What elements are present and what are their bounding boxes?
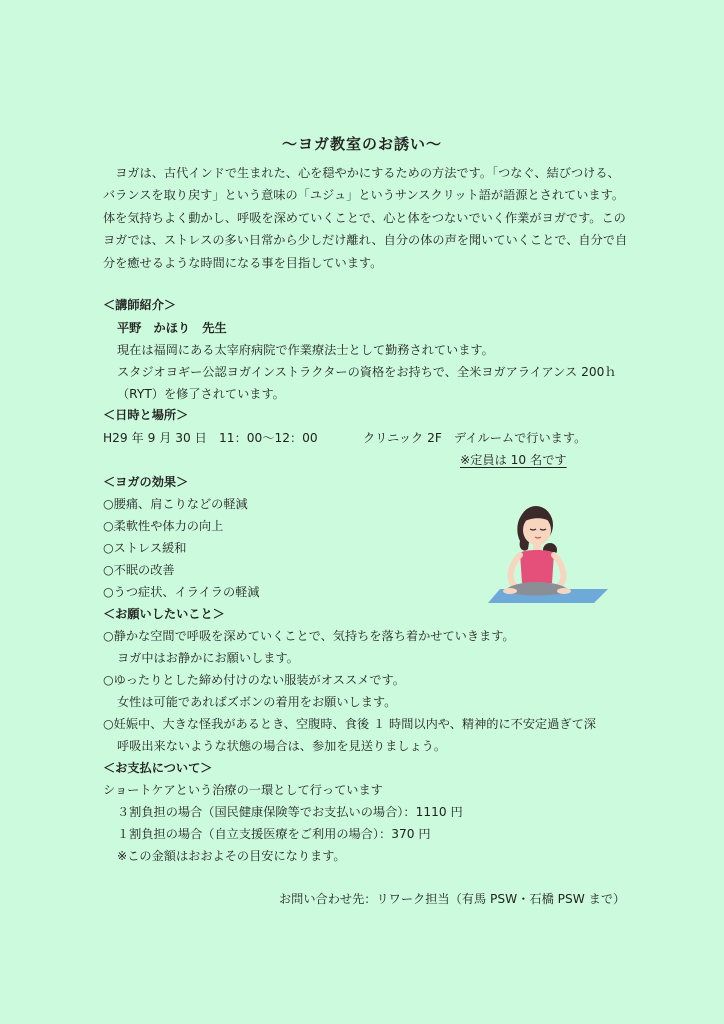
effects-item: ○うつ症状、イライラの軽減 bbox=[103, 585, 260, 599]
page-title: 〜ヨガ教室のお誘い〜 bbox=[281, 135, 442, 153]
effects-item: ○ストレス緩和 bbox=[103, 541, 187, 555]
effects-item: ○不眠の改善 bbox=[103, 563, 175, 577]
effects-heading: ＜ヨガの効果＞ bbox=[103, 475, 189, 489]
instructor-line: 現在は福岡にある太宰府病院で作業療法士として勤務されています。 bbox=[117, 343, 494, 357]
effects-item: ○柔軟性や体力の向上 bbox=[103, 519, 224, 533]
requests-line: ヨガ中はお静かにお願いします。 bbox=[117, 651, 299, 665]
requests-line: ○ゆったりとした締め付けのない服装がオススメです。 bbox=[103, 673, 405, 687]
payment-line: ※この金額はおおよその目安になります。 bbox=[117, 849, 346, 863]
schedule-datetime: H29 年 9 月 30 日 11：00〜12：00 bbox=[103, 431, 318, 445]
capacity-note: ※定員は 10 名です bbox=[460, 453, 567, 467]
payment-line: ショートケアという治療の一環として行っています bbox=[103, 783, 383, 797]
payment-line: １割負担の場合（自立支援医療をご利用の場合）：370 円 bbox=[117, 827, 431, 841]
schedule-place: クリニック 2F デイルームで行います。 bbox=[363, 431, 587, 445]
schedule-heading: ＜日時と場所＞ bbox=[103, 408, 189, 422]
yoga-illustration bbox=[474, 495, 608, 607]
instructor-line: スタジオヨギー公認ヨガインストラクターの資格をお持ちで、全米ヨガアライアンス 200ｈ bbox=[117, 365, 617, 379]
intro-text: ヨガは、古代インドで生まれた、心を穏やかにするための方法です。「つなぐ、結びつける、バランスを取り戻す」という意味の「ユジュ」というサンスクリット語が語源とされています。体を気持ちよく動かし、呼吸を深めていくことで、心と体をつないでいく作業がヨガです。このヨガでは、ストレスの多い日常から少しだけ離れ、自分の体の声を聞いていくことで、自分で自分を癒せるような時間になる事を目指しています。 bbox=[103, 166, 628, 270]
requests-line: ○静かな空間で呼吸を深めていくことで、気持ちを落ち着かせていきます。 bbox=[103, 629, 515, 643]
requests-line: ○妊娠中、大きな怪我があるとき、空腹時、食後 １ 時間以内や、精神的に不安定過ぎて深 bbox=[103, 717, 596, 731]
requests-line: 女性は可能であればズボンの着用をお願いします。 bbox=[117, 695, 397, 709]
intro-paragraph bbox=[103, 162, 628, 274]
requests-heading: ＜お願いしたいこと＞ bbox=[103, 607, 225, 621]
payment-line: ３割負担の場合（国民健康保険等でお支払いの場合）：1110 円 bbox=[117, 805, 463, 819]
payment-heading: ＜お支払について＞ bbox=[103, 761, 213, 775]
instructor-line: （RYT）を修了されています。 bbox=[117, 387, 285, 401]
instructor-heading: ＜講師紹介＞ bbox=[103, 298, 177, 312]
requests-line: 呼吸出来ないような状態の場合は、参加を見送りましょう。 bbox=[117, 739, 447, 753]
instructor-name: 平野 かほり 先生 bbox=[117, 321, 227, 335]
contact-info: お問い合わせ先：リワーク担当（有馬 PSW・石橋 PSW まで） bbox=[279, 892, 626, 906]
effects-item: ○腰痛、肩こりなどの軽減 bbox=[103, 497, 248, 511]
